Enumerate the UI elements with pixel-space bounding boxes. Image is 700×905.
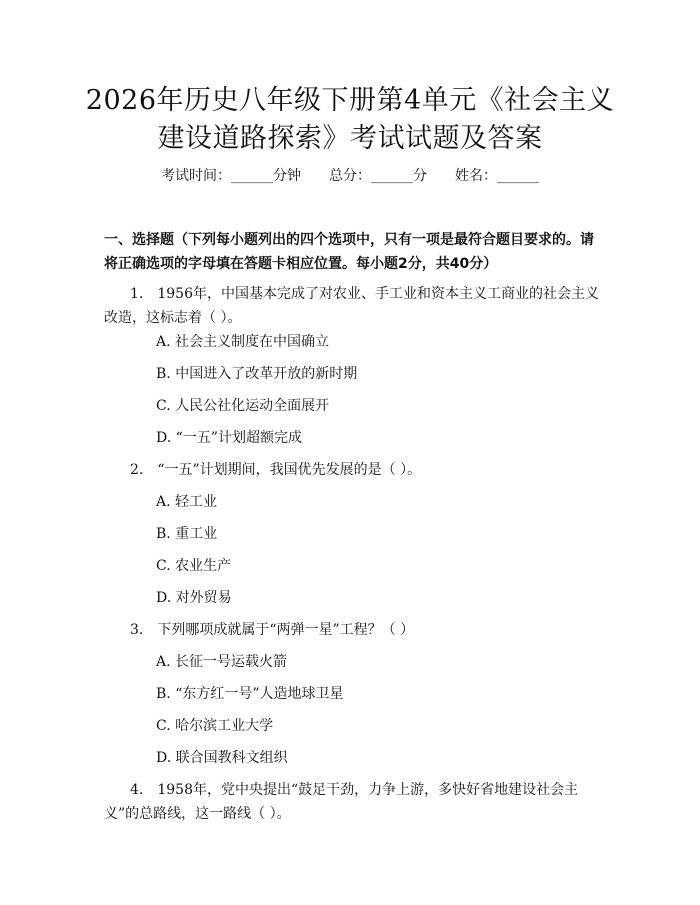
- student-name-field: 姓名：______: [455, 168, 539, 184]
- question-2-option-d: D. 对外贸易: [156, 590, 232, 606]
- exam-title-line-1: 2026年历史八年级下册第4单元《社会主义: [85, 85, 615, 116]
- exam-meta: [0, 166, 700, 186]
- question-2-stem: 2. “一五”计划期间，我国优先发展的是（ ）。: [130, 462, 422, 478]
- question-3-option-c: C. 哈尔滨工业大学: [156, 718, 274, 734]
- section-heading: 一、选择题（下列每小题列出的四个选项中，只有一项是最符合题目要求的。请将正确选项的字母填在答题卡相应位置。每小题2分，共40分）: [104, 232, 594, 272]
- question-3-option-a: A. 长征一号运载火箭: [156, 654, 288, 670]
- question-1-option-a: A. 社会主义制度在中国确立: [156, 334, 330, 350]
- question-2-option-b: B. 重工业: [156, 526, 218, 542]
- question-3-option-d: D. 联合国教科文组织: [156, 750, 288, 766]
- total-score-field: 总分：______分: [329, 168, 427, 184]
- exam-time-field: 考试时间：______分钟: [161, 168, 301, 184]
- question-3-option-b: B. “东方红一号”人造地球卫星: [156, 686, 344, 702]
- question-1-option-d: D. “一五”计划超额完成: [156, 430, 302, 446]
- question-1-option-b: B. 中国进入了改革开放的新时期: [156, 366, 358, 382]
- question-1-option-c: C. 人民公社化运动全面展开: [156, 398, 330, 414]
- question-2-option-c: C. 农业生产: [156, 558, 232, 574]
- question-4-stem: 4. 1958年，党中央提出“鼓足干劲，力争上游，多快好省地建设社会主义”的总路线，这一路线（ ）。: [104, 782, 579, 822]
- question-1-stem: 1. 1956年，中国基本完成了对农业、手工业和资本主义工商业的社会主义改造，这标志着（ ）。: [104, 286, 599, 326]
- question-2-option-a: A. 轻工业: [156, 494, 218, 510]
- question-3-stem: 3. 下列哪项成就属于“两弹一星”工程？（ ）: [130, 622, 415, 638]
- exam-title-line-2: 建设道路探索》考试试题及答案: [157, 123, 543, 154]
